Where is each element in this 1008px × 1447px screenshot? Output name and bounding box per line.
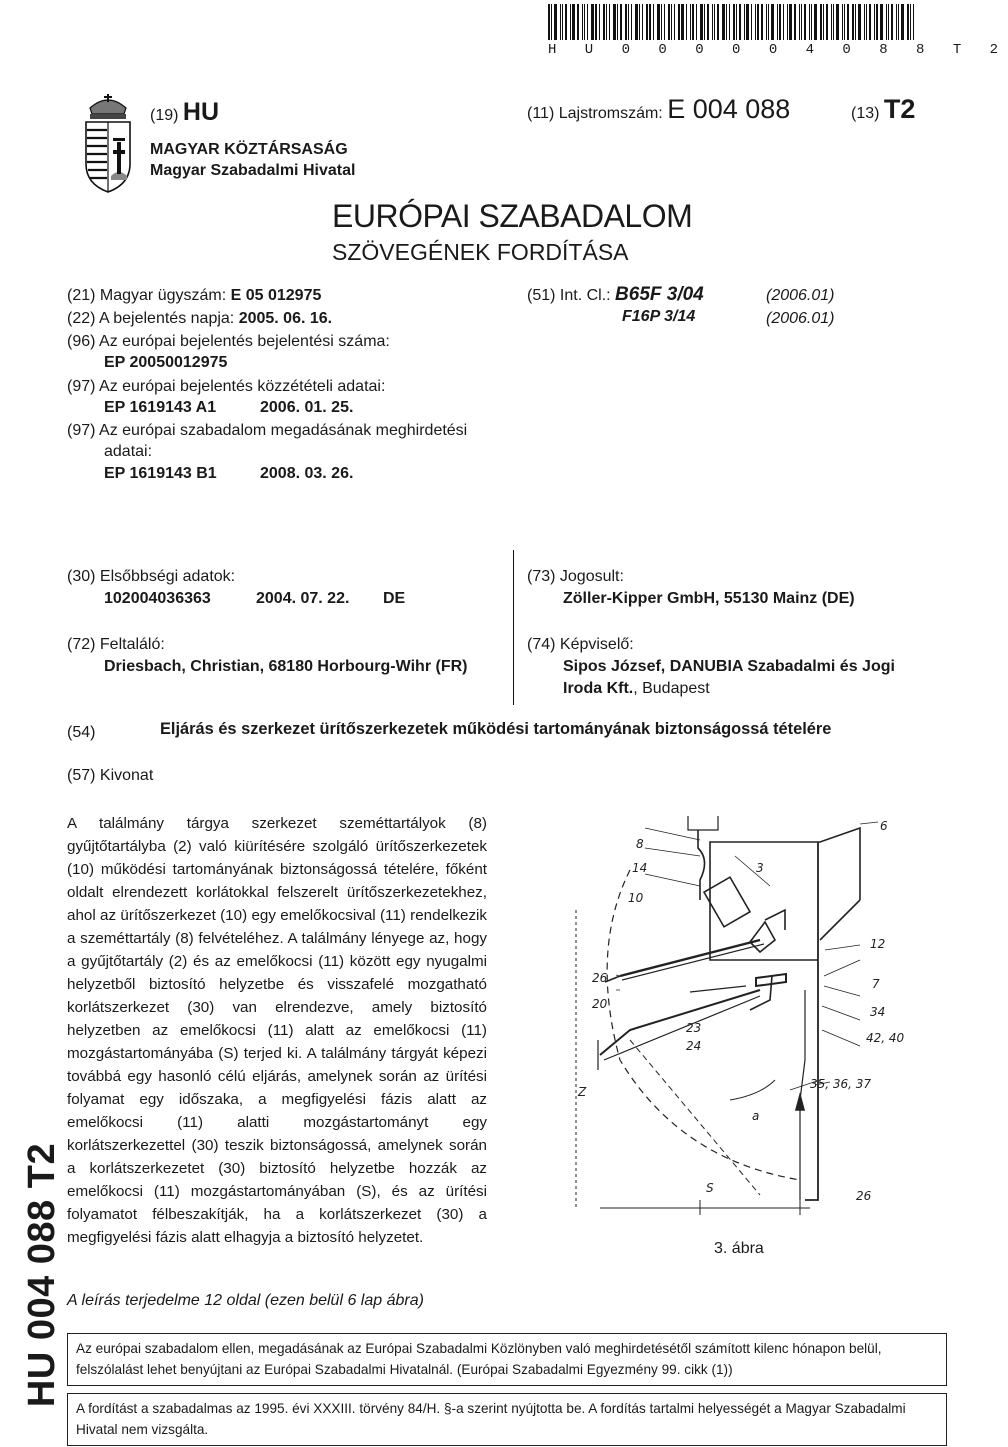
field-74-value: Sipos József, DANUBIA Szabadalmi és Jogi — [563, 658, 895, 675]
figure-caption: 3. ábra — [714, 1240, 764, 1257]
field-21 — [67, 285, 321, 307]
registration-label: (11) Lajstromszám: — [527, 105, 663, 122]
field-72-label: (72) Feltaláló: — [67, 636, 165, 653]
ipc-version-2: (2006.01) — [766, 310, 835, 327]
barcode-text: H U 0 0 0 0 0 4 0 8 8 T 2 — [548, 42, 1008, 58]
label-z: Z — [578, 1085, 587, 1099]
label-7: 7 — [872, 977, 880, 991]
label-23: 23 — [686, 1021, 702, 1035]
label-26-bottom: 26 — [856, 1189, 872, 1203]
translation-notice: A fordítást a szabadalmas az 1995. évi XXXIII. törvény 84/H. §-a szerint nyújtotta be. A fordítás tartalmi helyességét a Magyar Szabadalmi Hivatal nem vizsgálta. — [67, 1393, 947, 1446]
field-97b-date: 2008. 03. 26. — [260, 465, 354, 482]
republic-name: MAGYAR KÖZTÁRSASÁG — [150, 141, 348, 158]
side-publication-number: HU 004 088 T2 — [21, 1142, 63, 1408]
field-21-label: (21) Magyar ügyszám: — [67, 287, 227, 304]
field-22-label: (22) A bejelentés napja: — [67, 310, 235, 327]
kind-code: T2 — [883, 94, 916, 124]
kind-code-line — [851, 94, 915, 125]
field-96-value: EP 20050012975 — [104, 354, 228, 371]
field-97a-date: 2006. 01. 25. — [260, 399, 354, 416]
label-6: 6 — [880, 819, 888, 833]
label-8: 8 — [636, 837, 644, 851]
label-42-40: 42, 40 — [866, 1031, 905, 1045]
field-97b-label-cont: adatai: — [104, 443, 153, 460]
field-97b-number: EP 1619143 B1 — [104, 465, 217, 482]
label-35-36-37: 35, 36, 37 — [810, 1077, 872, 1091]
label-3: 3 — [756, 861, 764, 875]
field-30-date: 2004. 07. 22. — [256, 590, 350, 607]
country-line — [150, 98, 219, 127]
field-51-label: (51) Int. Cl.: — [527, 287, 611, 304]
label-a: a — [752, 1109, 760, 1123]
label-20: 20 — [592, 997, 608, 1011]
opposition-notice: Az európai szabadalom ellen, megadásának az Európai Szabadalmi Közlönyben való meghirdetésétől számított kilenc hónapon belül, felszólalást lehet benyújtani az Európai Szabadalmi Hivatalnál. (Európai Szabadalmi Egyezmény 99. cikk (1)) — [67, 1333, 947, 1386]
label-24: 24 — [686, 1039, 702, 1053]
ipc-class-2: F16P 3/14 — [622, 308, 696, 325]
field-97a-label: (97) Az európai bejelentés közzétételi adatai: — [67, 378, 386, 395]
invention-title: Eljárás és szerkezet ürítőszerkezetek működési tartományának biztonságossá tételére — [160, 720, 832, 738]
label-14: 14 — [632, 861, 648, 875]
country-code-label: (19) — [150, 107, 179, 124]
field-54-label: (54) — [67, 724, 96, 741]
field-97a-number: EP 1619143 A1 — [104, 399, 217, 416]
field-30-label: (30) Elsőbbségi adatok: — [67, 568, 236, 585]
field-22 — [67, 308, 332, 330]
field-30-country: DE — [383, 590, 406, 607]
field-73-label: (73) Jogosult: — [527, 568, 624, 585]
label-10: 10 — [628, 891, 644, 905]
field-72-value: Driesbach, Christian, 68180 Horbourg-Wihr (FR) — [104, 658, 468, 675]
coat-of-arms-icon — [80, 92, 136, 196]
kind-code-label: (13) — [851, 105, 880, 122]
field-30-number: 102004036363 — [104, 590, 211, 607]
field-22-value: 2005. 06. 16. — [238, 310, 333, 327]
country-code: HU — [182, 98, 220, 126]
field-97b-label: (97) Az európai szabadalom megadásának meghirdetési — [67, 422, 468, 439]
field-21-value: E 05 012975 — [230, 287, 322, 304]
barcode — [548, 4, 930, 40]
label-26-left: 26 — [592, 971, 608, 985]
ipc-version-1: (2006.01) — [766, 287, 835, 304]
label-12: 12 — [870, 937, 886, 951]
abstract-text: A találmány tárgya szerkezet szeméttartályok (8) gyűjtőtartályba (2) való kiürítésére szolgáló ürítőszerkezetek (10) működési tartományának biztonságossá tételére, főként oldalt elrendezett korlátokkal felszerelt ürítőszerkezetekhez, ahol az ürítőszerkezet (10) egy emelőkocsival (11) rendelkezik a szeméttartály (8) felvételéhez. A találmány lényege az, hogy a gyűjtőtartály (2) és az emelőkocsi (11) között egy nyugalmi helyzetből biztosító helyzetbe és visszafelé mozgatható korlátszerkezet (30) van elrendezve, amely biztosító helyzetben az emelőkocsi (11) alatt az emelőkocsi (11) mozgástartományába (S) terjed ki. A találmány tárgyát képezi továbbá egy hasonló célú eljárás, amelynek során az ürítési folyamat egy időszaka, a megfigyelési fázis alatt az emelőkocsi (11) alatti mozgástartományt egy korlátszerkezettel (30) teszik biztonságossá, amelynek során a korlátszerkezetet (30) biztosító helyzetbe hozzák az emelőkocsi (11) mozgástartományában (S), és az ürítési folyamatot félbeszakítják, ha a korlátszerkezet (30) a megfigyelési fázis alatt elhagyja a biztosító helyzetet. — [67, 815, 487, 1246]
drawing-labels — [577, 819, 905, 1203]
field-74-city: , Budapest — [633, 680, 710, 697]
label-34: 34 — [870, 1005, 886, 1019]
field-74-value-cont — [563, 678, 710, 700]
technical-drawing — [560, 800, 920, 1220]
field-96-label: (96) Az európai bejelentés bejelentési száma: — [67, 333, 390, 350]
office-name: Magyar Szabadalmi Hivatal — [150, 162, 356, 179]
field-74-label: (74) Képviselő: — [527, 636, 634, 653]
registration-line — [527, 94, 790, 125]
document-title: EURÓPAI SZABADALOM — [332, 198, 693, 234]
registration-number: E 004 088 — [667, 94, 791, 124]
abstract-label: (57) Kivonat — [67, 767, 154, 784]
field-74-firm-suffix: Iroda Kft. — [563, 680, 634, 697]
page-count-note: A leírás terjedelme 12 oldal (ezen belül 6 lap ábra) — [67, 1292, 424, 1309]
field-51 — [527, 284, 704, 307]
column-divider — [513, 550, 514, 705]
label-s: S — [706, 1181, 714, 1195]
field-73-value: Zöller-Kipper GmbH, 55130 Mainz (DE) — [563, 590, 855, 607]
ipc-class-1: B65F 3/04 — [615, 284, 704, 305]
document-subtitle: SZÖVEGÉNEK FORDÍTÁSA — [332, 239, 629, 265]
